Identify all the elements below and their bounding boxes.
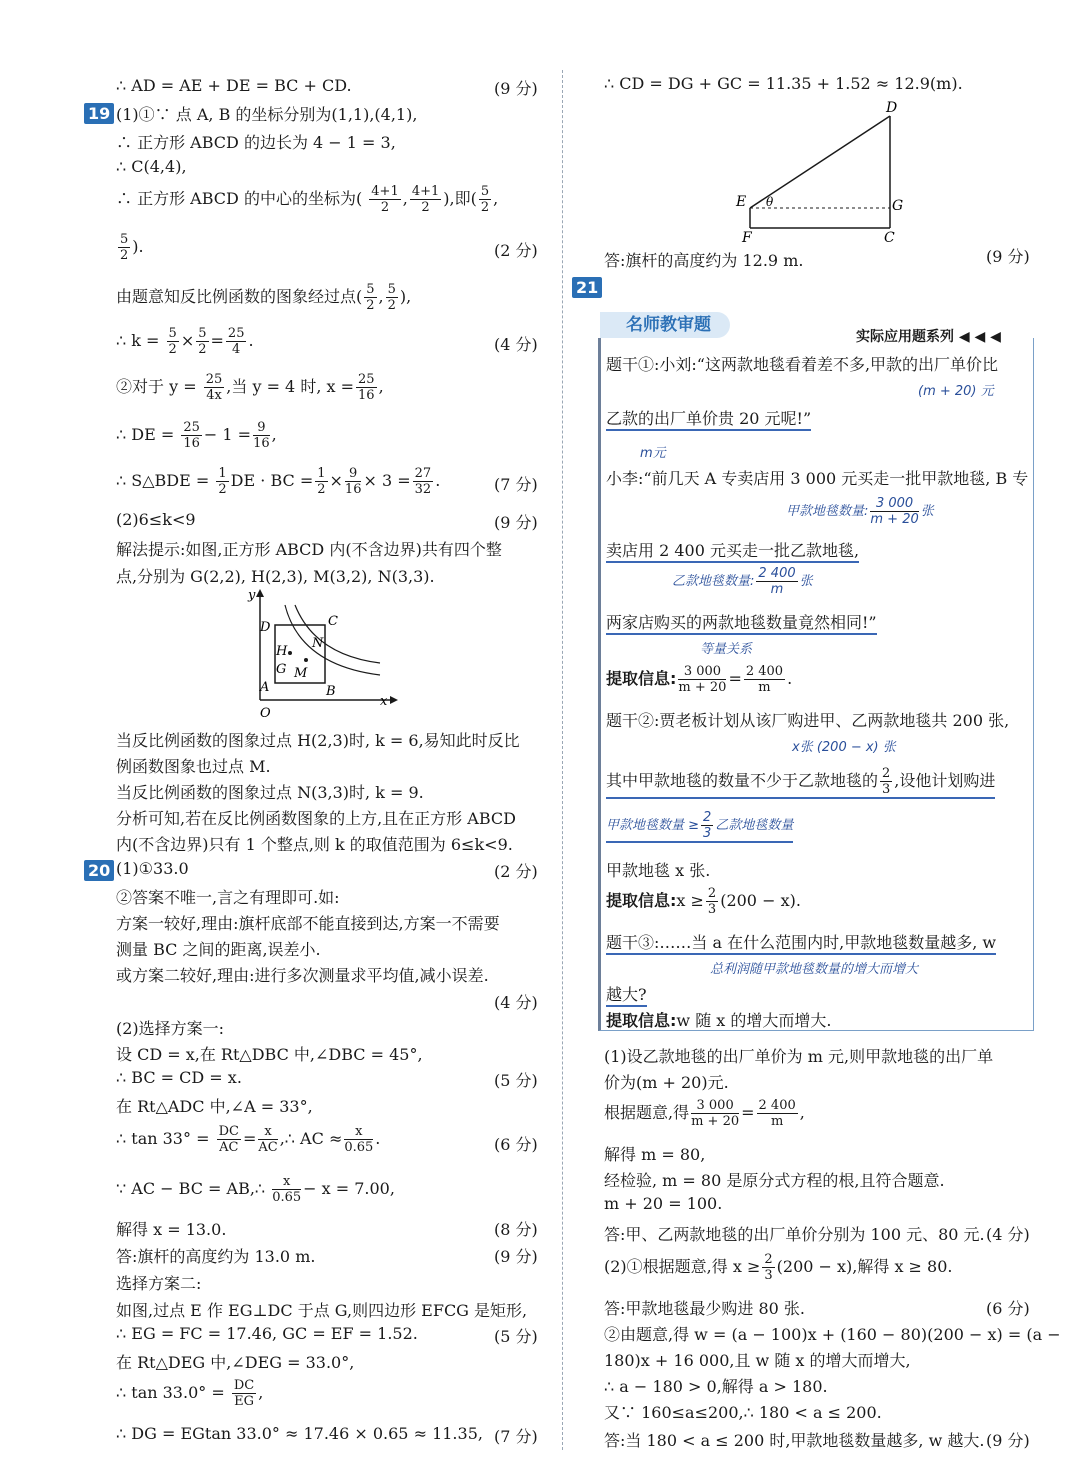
text-line: 分析可知,若在反比例函数图象的上方,且在正方形 ABCD xyxy=(116,809,516,828)
numerator: 25 xyxy=(358,372,375,387)
numerator: 3 000 xyxy=(678,664,726,680)
denominator: 2 xyxy=(387,298,396,313)
text-line: 解得 m = 80, xyxy=(604,1145,706,1164)
handwritten-note: m元 xyxy=(640,446,666,461)
text: ∴ tan 33.0° = xyxy=(116,1383,225,1402)
text-line: 当反比例函数的图象过点 N(3,3)时, k = 9. xyxy=(116,783,424,802)
score: (9 分) xyxy=(494,1247,538,1266)
text-line: 卖店用 2 400 元买走一批乙款地毯, xyxy=(606,538,859,563)
text: 乙款地毯数量: xyxy=(672,574,755,589)
numerator: 9 xyxy=(253,420,270,436)
denominator: 3 xyxy=(703,826,712,841)
numerator: 5 xyxy=(480,184,490,199)
text-line: (1)设乙款地毯的出厂单价为 m 元,则甲款地毯的出厂单 xyxy=(604,1047,994,1066)
text: 乙款地毯数量 xyxy=(715,818,794,833)
denominator: 2 xyxy=(218,482,227,497)
fraction xyxy=(691,1098,739,1129)
text-line: 答:甲、乙两款地毯的出厂单价分别为 100 元、80 元. xyxy=(604,1225,985,1244)
point-label: C xyxy=(884,230,895,246)
fraction xyxy=(744,664,785,695)
numerator: 1 xyxy=(218,466,227,481)
point-label: M xyxy=(294,666,308,681)
fraction xyxy=(678,664,726,695)
text: 其中甲款地毯的数量不少于乙款地毯的 xyxy=(606,771,879,790)
text-line: (1)①33.0 xyxy=(116,859,189,878)
point-label: B xyxy=(326,684,336,699)
text: ), xyxy=(399,287,412,306)
fraction xyxy=(232,1378,256,1409)
text: , xyxy=(258,1383,264,1402)
text-line: 测量 BC 之间的距离,误差小. xyxy=(116,940,321,959)
denominator: 2 xyxy=(480,200,490,215)
text: 甲款地毯数量: xyxy=(786,504,869,519)
text: ). xyxy=(132,237,144,256)
numerator: 4+1 xyxy=(371,184,399,199)
math-line xyxy=(116,466,440,497)
denominator: EG xyxy=(234,1394,254,1409)
point-label: H xyxy=(276,644,288,659)
score: (9 分) xyxy=(986,1431,1030,1450)
fraction xyxy=(356,372,377,403)
text-line: 又∵ 160≤a≤200,∴ 180 < a ≤ 200. xyxy=(604,1403,882,1422)
text: , xyxy=(402,189,408,208)
numerator: 5 xyxy=(120,232,129,247)
coordinate-graph xyxy=(230,585,400,725)
denominator: 2 xyxy=(198,342,207,357)
text: = xyxy=(242,1129,257,1148)
fraction xyxy=(181,420,202,451)
score: (7 分) xyxy=(494,475,538,494)
fraction xyxy=(364,282,376,313)
numerator: 25 xyxy=(183,420,200,435)
numerator: 3 000 xyxy=(691,1098,739,1114)
handwritten-note: 等量关系 xyxy=(700,642,753,657)
denominator: 2 xyxy=(168,342,177,357)
numerator: 2 xyxy=(703,810,712,825)
text-line: ∴ a − 180 > 0,解得 a > 180. xyxy=(604,1377,828,1396)
text-line: ②答案不唯一,言之有理即可.如: xyxy=(116,888,340,907)
text-line: 例函数图象也过点 M. xyxy=(116,757,271,776)
text-line: 点,分别为 G(2,2), H(2,3), M(3,2), N(3,3). xyxy=(116,567,435,586)
numerator: 2 xyxy=(707,886,717,901)
handwritten-note: 总利润随甲款地毯数量的增大而增大 xyxy=(710,962,919,977)
math-line xyxy=(116,1378,263,1409)
numerator: 2 xyxy=(764,1252,773,1267)
denominator: 4x xyxy=(206,388,222,403)
numerator: x xyxy=(258,1124,277,1140)
text-line: 在 Rt△ADC 中,∠A = 33°, xyxy=(116,1097,313,1116)
text: ,∴ AC ≈ xyxy=(279,1129,343,1148)
fraction xyxy=(757,1098,798,1129)
denominator: 2 xyxy=(120,248,129,263)
math-line xyxy=(116,184,498,215)
text: 甲款地毯数量 ≥ xyxy=(606,818,700,833)
text-line: ∴ CD = DG + GC = 11.35 + 1.52 ≈ 12.9(m). xyxy=(604,74,963,93)
denominator: 2 xyxy=(380,200,390,215)
label: 提取信息: xyxy=(606,669,677,688)
numerator: x xyxy=(344,1124,373,1140)
text-line: ②由题意,得 w = (a − 100)x + (160 − 80)(200 − x) = (a − xyxy=(604,1325,1061,1344)
fraction xyxy=(272,1174,301,1205)
denominator: 3 xyxy=(707,902,717,917)
point-label: F xyxy=(742,230,752,246)
text: (200 − x),解得 x ≥ 80. xyxy=(776,1257,953,1276)
score: (8 分) xyxy=(494,1220,538,1239)
text-line: 经检验, m = 80 是原分式方程的根,且符合题意. xyxy=(604,1171,945,1190)
fraction xyxy=(204,372,225,403)
fraction xyxy=(118,232,130,263)
text: w 随 x 的增大而增大. xyxy=(676,1011,832,1030)
math-line xyxy=(116,372,384,403)
text-line: (2)6≤k<9 xyxy=(116,510,196,529)
fraction xyxy=(410,184,441,215)
math-line xyxy=(604,1252,953,1283)
text-line: 方案一较好,理由:旗杆底部不能直接到达,方案一不需要 xyxy=(116,914,500,933)
flagpole-figure xyxy=(730,96,920,246)
score: (2 分) xyxy=(494,241,538,260)
fraction xyxy=(226,326,247,357)
text-line: 或方案二较好,理由:进行多次测量求平均值,减小误差. xyxy=(116,966,489,985)
fraction xyxy=(344,1124,373,1155)
fraction xyxy=(762,1252,774,1283)
text: ∴ k = xyxy=(116,331,160,350)
denominator: 3 xyxy=(882,782,891,797)
fraction xyxy=(706,886,718,917)
fraction xyxy=(217,1124,241,1155)
fraction xyxy=(479,184,491,215)
text: 张 xyxy=(799,574,813,589)
score: (9 分) xyxy=(494,513,538,532)
text: ,设他计划购进 xyxy=(894,771,996,790)
numerator: 25 xyxy=(205,372,223,387)
math-line xyxy=(116,420,277,451)
text-line: 题干①:小刘:“这两款地毯看着差不多,甲款的出厂单价比 xyxy=(606,355,999,374)
numerator: 2 400 xyxy=(745,664,784,679)
denominator: 16 xyxy=(253,436,270,451)
text-line: 小李:“前几天 A 专卖店用 3 000 元买走一批甲款地毯, B 专 xyxy=(606,469,1029,488)
math-line xyxy=(116,1174,395,1205)
numerator: 5 xyxy=(366,282,375,297)
numerator: DC xyxy=(233,1378,255,1393)
text-line: 选择方案二: xyxy=(116,1274,202,1293)
fraction xyxy=(413,466,434,497)
math-line xyxy=(606,886,801,917)
handwritten-note xyxy=(606,810,793,843)
text-line: 乙款的出厂单价贵 20 元呢!” xyxy=(606,406,811,431)
denominator: 2 xyxy=(366,298,375,313)
score: (5 分) xyxy=(494,1071,538,1090)
score: (9 分) xyxy=(986,247,1030,266)
text-line: 如图,过点 E 作 EG⊥DC 于点 G,则四边形 EFCG 是矩形, xyxy=(116,1301,528,1320)
point-label: E xyxy=(736,194,747,210)
text: . xyxy=(435,471,441,490)
point-label: N xyxy=(312,636,324,651)
text: . xyxy=(375,1129,381,1148)
text: ②对于 y = xyxy=(116,377,197,396)
denominator: m + 20 xyxy=(691,1114,740,1129)
numerator: 5 xyxy=(387,282,396,297)
text: − x = 7.00, xyxy=(303,1179,395,1198)
text: ∴ tan 33° = xyxy=(116,1129,210,1148)
handwritten-note: (m + 20) 元 xyxy=(918,384,994,399)
text-line: ∴ EG = FC = 17.46, GC = EF = 1.52. xyxy=(116,1324,418,1343)
fraction xyxy=(369,184,400,215)
text: x ≥ xyxy=(676,891,704,910)
text-line: 答:旗杆的高度约为 13.0 m. xyxy=(116,1247,316,1266)
text: = xyxy=(728,669,742,688)
text-line: (2)选择方案一: xyxy=(116,1019,225,1038)
text-line: 甲款地毯 x 张. xyxy=(606,861,711,880)
text-line: (1)①∵ 点 A, B 的坐标分别为(1,1),(4,1), xyxy=(116,105,418,124)
text-line: 两家店购买的两款地毯数量竟然相同!” xyxy=(606,610,877,635)
label: 提取信息: xyxy=(606,891,677,910)
text: , xyxy=(271,425,277,444)
axis-label-y: y xyxy=(248,588,256,603)
text-line: m + 20 = 100. xyxy=(604,1194,723,1213)
numerator: 4+1 xyxy=(411,184,440,199)
question-number-21: 21 xyxy=(572,277,602,298)
denominator: 16 xyxy=(183,436,200,451)
handwritten-note: x张 (200 − x) 张 xyxy=(792,740,896,755)
math-line xyxy=(606,766,995,799)
score: (7 分) xyxy=(494,1427,538,1446)
axis-label-x: x xyxy=(380,694,388,709)
score: (6 分) xyxy=(986,1299,1030,1318)
denominator: 0.65 xyxy=(344,1140,374,1155)
denominator: m + 20 xyxy=(678,680,727,695)
text-line: 题干③:……当 a 在什么范围内时,甲款地毯数量越多, w xyxy=(606,930,996,955)
text-line: 题干②:贾老板计划从该厂购进甲、乙两款地毯共 200 张, xyxy=(606,711,1010,730)
text-line: 答:旗杆的高度约为 12.9 m. xyxy=(604,251,804,270)
denominator: m + 20 xyxy=(870,512,919,527)
numerator: 2 xyxy=(882,766,891,781)
fraction xyxy=(756,566,797,597)
text-line: 解得 x = 13.0. xyxy=(116,1220,227,1239)
text: DE · BC = xyxy=(230,471,314,490)
numerator: 2 400 xyxy=(758,566,796,581)
handwritten-note xyxy=(672,566,813,597)
numerator: 1 xyxy=(317,466,326,481)
score: (4 分) xyxy=(494,993,538,1012)
denominator: AC xyxy=(219,1140,239,1155)
text: (200 − x). xyxy=(720,891,801,910)
math-line xyxy=(116,232,144,263)
text-line: 价为(m + 20)元. xyxy=(604,1073,729,1092)
question-number-19: 19 xyxy=(84,103,114,124)
question-number-20: 20 xyxy=(84,860,114,881)
series-label: 实际应用题系列 ◀ ◀ ◀ xyxy=(856,329,1001,345)
numerator: 27 xyxy=(414,466,432,481)
point-label: C xyxy=(328,614,338,629)
math-line xyxy=(606,664,792,695)
fraction xyxy=(315,466,327,497)
numerator: DC xyxy=(218,1124,239,1139)
text-line: 答:甲款地毯最少购进 80 张. xyxy=(604,1299,806,1318)
text-line: 解法提示:如图,正方形 ABCD 内(不含边界)共有四个整 xyxy=(116,540,502,559)
text: × xyxy=(329,471,343,490)
fraction xyxy=(216,466,228,497)
text-line: 内(不含边界)只有 1 个整点,则 k 的取值范围为 6≤k<9. xyxy=(116,835,513,854)
fraction xyxy=(167,326,179,357)
label: 提取信息: xyxy=(606,1011,677,1030)
fraction xyxy=(701,810,713,841)
text: ),即( xyxy=(443,189,477,208)
text: ∵ AC − BC = AB,∴ xyxy=(116,1179,266,1198)
score: (2 分) xyxy=(494,862,538,881)
score: (5 分) xyxy=(494,1327,538,1346)
numerator: 25 xyxy=(227,326,245,341)
origin-label: O xyxy=(260,706,271,721)
fraction xyxy=(253,420,270,451)
denominator: 16 xyxy=(358,388,375,403)
fraction xyxy=(880,766,892,797)
denominator: 3 xyxy=(764,1268,773,1283)
numerator: 9 xyxy=(345,466,362,482)
denominator: 32 xyxy=(414,482,432,497)
text: . xyxy=(248,331,254,350)
text: ,当 y = 4 时, x = xyxy=(226,377,355,396)
numerator: 5 xyxy=(198,326,207,341)
math-line xyxy=(116,326,254,357)
point-label: A xyxy=(260,680,270,695)
text-line: 设 CD = x,在 Rt△DBC 中,∠DBC = 45°, xyxy=(116,1045,423,1064)
numerator: x xyxy=(272,1174,301,1190)
text: = xyxy=(210,331,224,350)
text-line: ∴ 正方形 ABCD 的边长为 4 − 1 = 3, xyxy=(116,133,396,152)
denominator: 2 xyxy=(317,482,326,497)
math-line xyxy=(116,1124,380,1155)
text: , xyxy=(493,189,499,208)
text: . xyxy=(787,669,793,688)
fraction xyxy=(258,1124,277,1155)
text-line: 180)x + 16 000,且 w 随 x 的增大而增大, xyxy=(604,1351,911,1370)
text: , xyxy=(378,287,384,306)
numerator: 5 xyxy=(168,326,177,341)
text: × xyxy=(180,331,195,350)
fraction xyxy=(196,326,208,357)
column-divider xyxy=(562,70,563,1450)
text: , xyxy=(378,377,384,396)
text: 由题意知反比例函数的图象经过点( xyxy=(116,287,363,306)
numerator: 2 400 xyxy=(758,1098,796,1113)
point-label: G xyxy=(892,198,904,214)
text: 张 xyxy=(920,504,934,519)
fraction xyxy=(386,282,398,313)
text-line: ∴ DG = EGtan 33.0° ≈ 17.46 × 0.65 ≈ 11.35, xyxy=(116,1424,483,1443)
point-label: D xyxy=(260,620,271,635)
denominator: m xyxy=(770,1114,784,1129)
text-line: ∴ C(4,4), xyxy=(116,157,187,176)
numerator: 3 000 xyxy=(870,496,918,512)
fraction xyxy=(870,496,918,527)
text: − 1 = xyxy=(203,425,252,444)
point-label: G xyxy=(276,662,287,677)
score: (4 分) xyxy=(986,1225,1030,1244)
denominator: 4 xyxy=(232,342,241,357)
text-line: 当反比例函数的图象过点 H(2,3)时, k = 6,易知此时反比 xyxy=(116,731,520,750)
angle-label: θ xyxy=(766,195,774,209)
text: = xyxy=(741,1103,755,1122)
text-line: ∴ AD = AE + DE = BC + CD. xyxy=(116,76,352,95)
text: , xyxy=(799,1103,805,1122)
denominator: 2 xyxy=(421,200,430,215)
denominator: 16 xyxy=(344,482,362,497)
text-line: 越大? xyxy=(606,982,647,1007)
math-line xyxy=(116,282,411,313)
text: × 3 = xyxy=(363,471,411,490)
text: ∴ 正方形 ABCD 的中心的坐标为( xyxy=(116,189,363,208)
fraction xyxy=(345,466,362,497)
point-label: D xyxy=(886,100,898,116)
denominator: AC xyxy=(258,1140,278,1155)
denominator: m xyxy=(770,582,784,597)
text-line: 在 Rt△DEG 中,∠DEG = 33.0°, xyxy=(116,1353,355,1372)
text: ∴ S△BDE = xyxy=(116,471,210,490)
text-line: 答:当 180 < a ≤ 200 时,甲款地毯数量越多, w 越大. xyxy=(604,1431,985,1450)
text: (2)①根据题意,得 x ≥ xyxy=(604,1257,761,1276)
text-line: ∴ BC = CD = x. xyxy=(116,1068,242,1087)
denominator: 0.65 xyxy=(272,1190,302,1205)
teacher-tips-tag: 名师教审题 xyxy=(600,312,730,338)
handwritten-note xyxy=(786,496,934,527)
score: (6 分) xyxy=(494,1135,538,1154)
text-line xyxy=(606,1008,831,1031)
score: (9 分) xyxy=(494,79,538,98)
text: ∴ DE = xyxy=(116,425,175,444)
denominator: m xyxy=(758,680,771,695)
math-line xyxy=(604,1098,805,1129)
score: (4 分) xyxy=(494,335,538,354)
text: 根据题意,得 xyxy=(604,1103,690,1122)
